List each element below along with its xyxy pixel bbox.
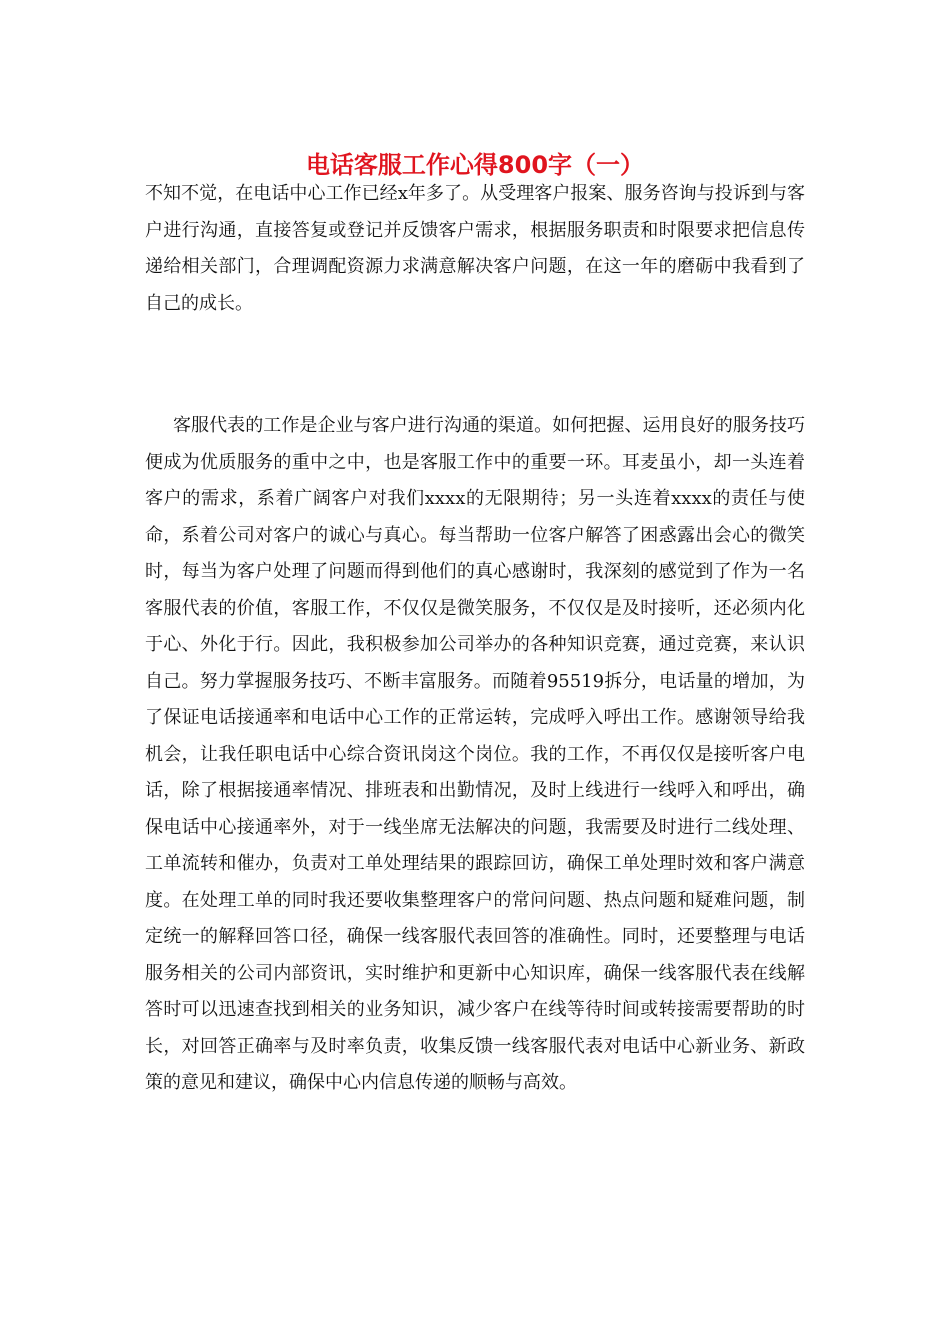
paragraph-body: 客服代表的工作是企业与客户进行沟通的渠道。如何把握、运用良好的服务技巧便成为优质服务的重中之中，也是客服工作中的重要一环。耳麦虽小，却一头连着客户的需求，系着广阔客户对我们xxxx的无限期待；另一头连着xxxx的责任与使命，系着公司对客户的诚心与真心。每当帮助一位客户解答了困惑露出会心的微笑时，每当为客户处理了问题而得到他们的真心感谢时，我深刻的感觉到了作为一名客服代表的价值，客服工作，不仅仅是微笑服务，不仅仅是及时接听，还必须内化于心、外化于行。因此，我积极参加公司举办的各种知识竞赛，通过竞赛，来认识自己。努力掌握服务技巧、不断丰富服务。而随着95519拆分，电话量的增加，为了保证电话接通率和电话中心工作的正常运转，完成呼入呼出工作。感谢领导给我机会，让我任职电话中心综合资讯岗这个岗位。我的工作，不再仅仅是接听客户电话，除了根据接通率情况、排班表和出勤情况，及时上线进行一线呼入和呼出，确保电话中心接通率外，对于一线坐席无法解决的问题，我需要及时进行二线处理、工单流转和催办，负责对工单处理结果的跟踪回访，确保工单处理时效和客户满意度。在处理工单的同时我还要收集整理客户的常问问题、热点问题和疑难问题，制定统一的解释回答口径，确保一线客服代表回答的准确性。同时，还要整理与电话服务相关的公司内部资讯，实时维护和更新中心知识库，确保一线客服代表在线解答时可以迅速查找到相关的业务知识，减少客户在线等待时间或转接需要帮助的时长，对回答正确率与及时率负责，收集反馈一线客服代表对电话中心新业务、新政策的意见和建议，确保中心内信息传递的顺畅与高效。 <box>145 415 805 1093</box>
document-title: 电话客服工作心得800字（一） <box>305 151 645 179</box>
paragraph-intro: 不知不觉，在电话中心工作已经x年多了。从受理客户报案、服务咨询与投诉到与客户进行沟通，直接答复或登记并反馈客户需求，根据服务职责和时限要求把信息传递给相关部门，合理调配资源力求满意解决客户问题，在这一年的磨砺中我看到了自己的成长。 <box>145 183 805 314</box>
